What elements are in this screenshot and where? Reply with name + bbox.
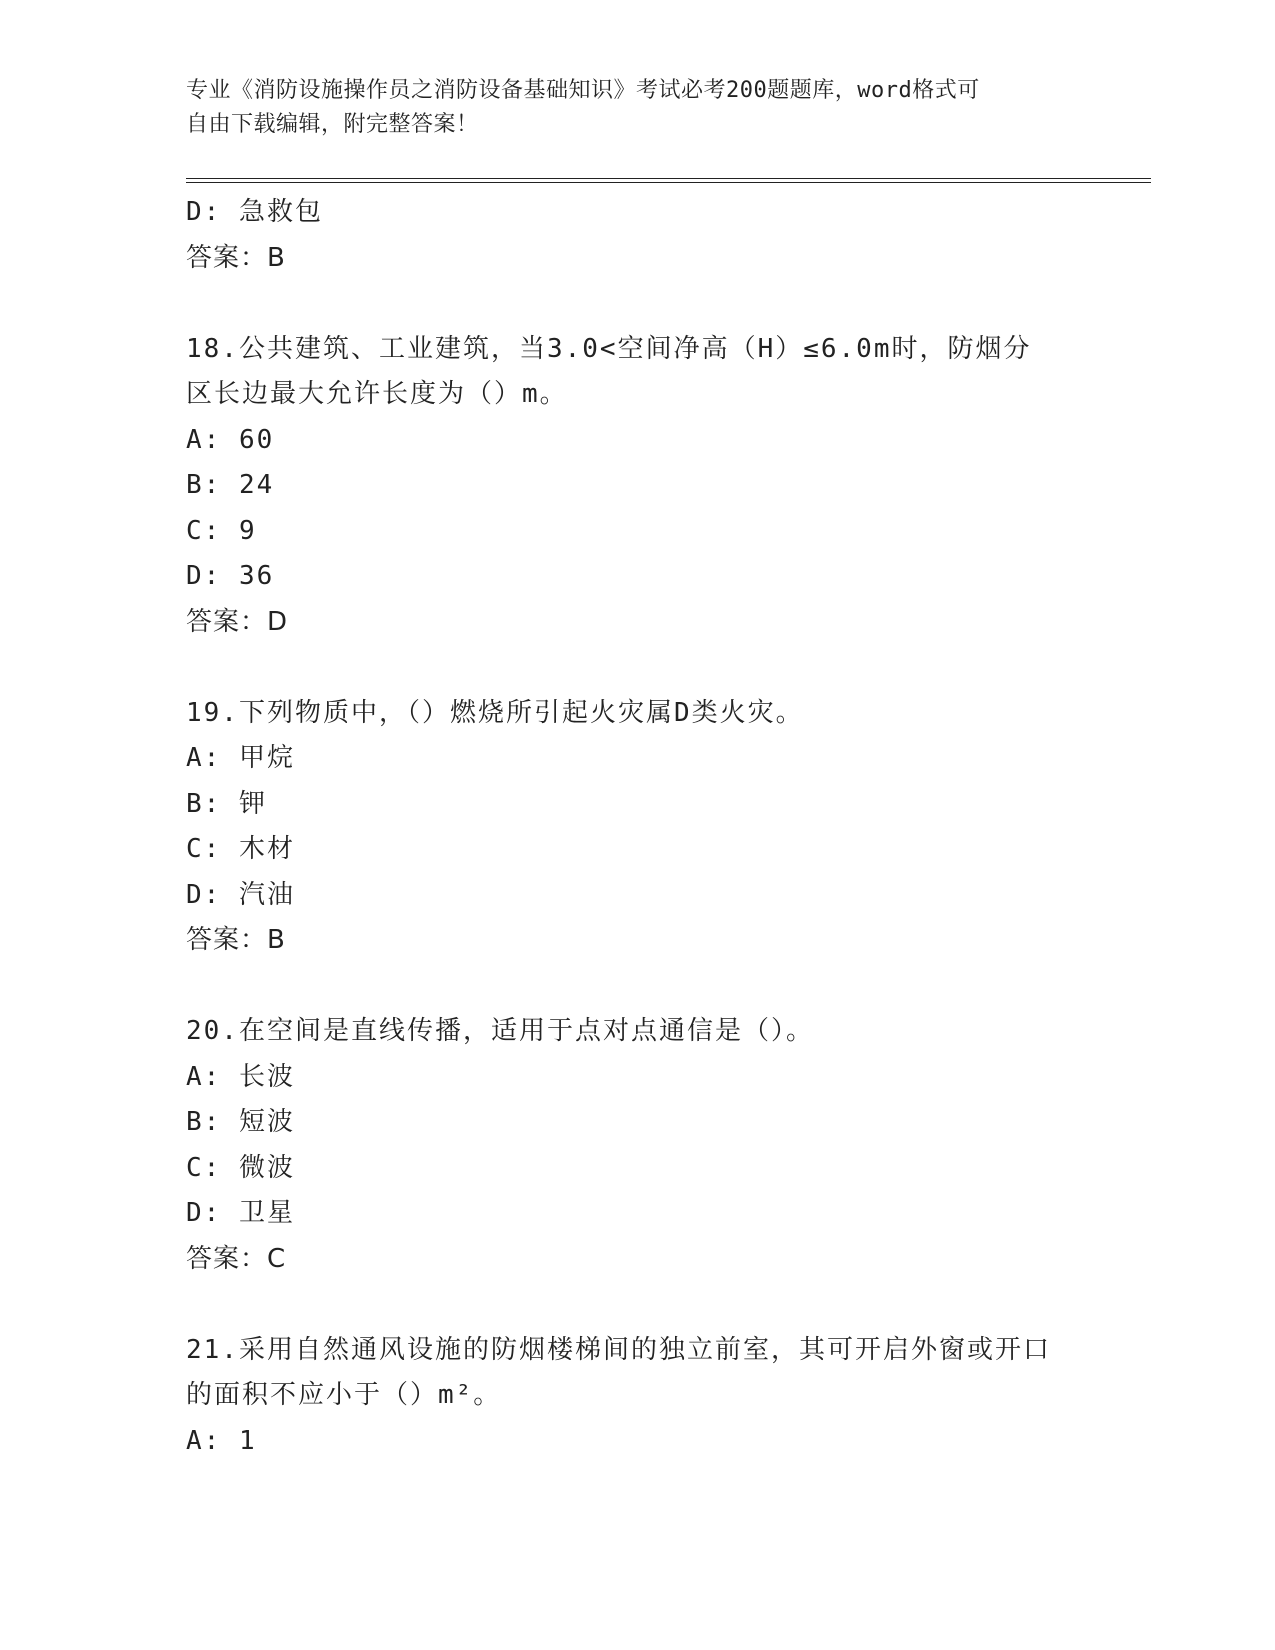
question-18-option-b: B: 24 xyxy=(186,470,275,500)
question-20-option-a: A: 长波 xyxy=(186,1061,295,1092)
header-divider-bottom xyxy=(186,182,1151,183)
question-20-text: 20.在空间是直线传播，适用于点对点通信是（）。 xyxy=(186,1016,814,1046)
spacer xyxy=(186,645,1086,691)
question-19-option-b: B: 钾 xyxy=(186,788,267,819)
question-19-answer: 答案：B xyxy=(186,925,286,955)
option-d: D: 急救包 xyxy=(186,197,323,227)
question-20-option-c: C: 微波 xyxy=(186,1152,295,1183)
spacer xyxy=(186,964,1086,1010)
question-21-text-line-2: 的面积不应小于（）m²。 xyxy=(186,1380,502,1410)
question-18-text-line-1: 18.公共建筑、工业建筑，当3.0<空间净高（H）≤6.0m时，防烟分 xyxy=(186,333,1032,364)
header-line-2: 自由下载编辑，附完整答案！ xyxy=(186,112,479,137)
question-21-text-line-1: 21.采用自然通风设施的防烟楼梯间的独立前室，其可开启外窗或开口 xyxy=(186,1334,1051,1365)
question-19-text: 19.下列物质中，（）燃烧所引起火灾属D类火灾。 xyxy=(186,697,804,728)
question-21-option-a: A: 1 xyxy=(186,1425,257,1456)
question-19-option-d: D: 汽油 xyxy=(186,879,295,910)
spacer xyxy=(186,281,1086,327)
header-line-1: 专业《消防设施操作员之消防设备基础知识》考试必考200题题库，word格式可 xyxy=(186,78,980,103)
header-divider-top xyxy=(186,178,1151,179)
question-19-option-a: A: 甲烷 xyxy=(186,743,295,773)
question-18-option-c: C: 9 xyxy=(186,515,257,546)
question-19-option-c: C: 木材 xyxy=(186,834,295,864)
question-20-option-d: D: 卫星 xyxy=(186,1198,295,1228)
question-20-answer: 答案：C xyxy=(186,1243,287,1274)
question-18-option-a: A: 60 xyxy=(186,424,275,455)
question-18-text-line-2: 区长边最大允许长度为（）m。 xyxy=(186,379,568,409)
question-18-answer: 答案：D xyxy=(186,606,289,637)
answer-line: 答案：B xyxy=(186,242,286,273)
question-18-option-d: D: 36 xyxy=(186,561,275,591)
page-header xyxy=(186,74,1066,142)
question-list xyxy=(186,190,1086,1464)
question-20-option-b: B: 短波 xyxy=(186,1107,295,1137)
spacer xyxy=(186,1282,1086,1328)
